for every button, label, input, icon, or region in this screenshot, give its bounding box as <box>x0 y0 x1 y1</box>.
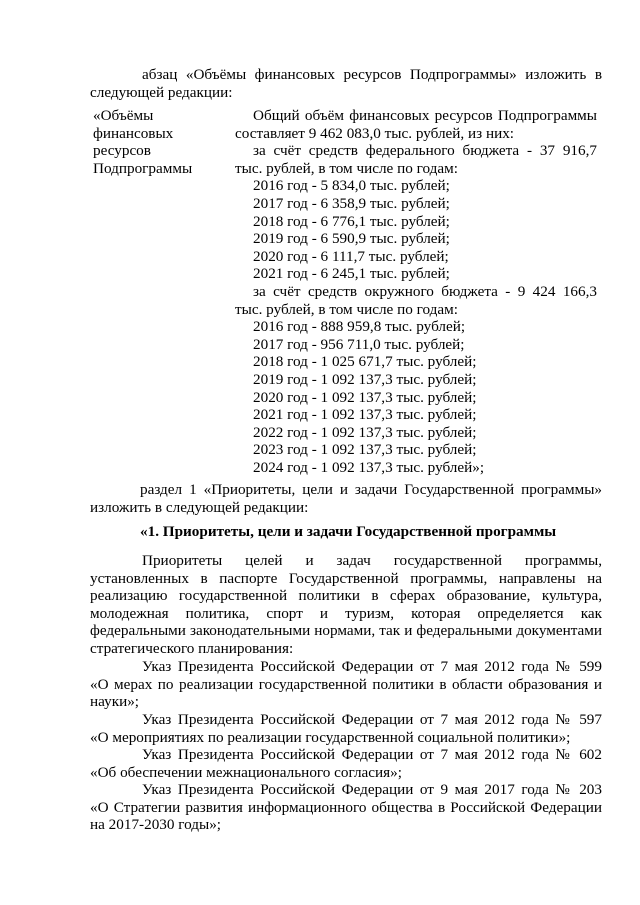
table-right-line: 2019 год - 1 092 137,3 тыс. рублей; <box>253 370 477 388</box>
table-left-line: ресурсов <box>93 142 151 160</box>
table-left-line: финансовых <box>93 124 174 142</box>
paragraph-line: Указ Президента Российской Федерации от 9 мая 2017 года № 203 <box>142 781 602 798</box>
table-right-line: 2022 год - 1 092 137,3 тыс. рублей; <box>253 423 477 441</box>
paragraph-line: «О Стратегии развития информационного общества в Российской Федерации <box>90 798 602 816</box>
paragraph-line: Приоритеты целей и задач государственной программы, <box>142 552 602 569</box>
table-right-line: за счёт средств окружного бюджета - 9 424 166,3 <box>253 282 597 300</box>
intro-paragraph <box>90 66 602 101</box>
paragraph-line: Указ Президента Российской Федерации от 7 мая 2012 года № 599 <box>142 658 602 675</box>
intro-line-2: следующей редакции: <box>90 83 233 101</box>
paragraph-line: Указ Президента Российской Федерации от 7 мая 2012 года № 602 <box>142 746 602 763</box>
section-intro-paragraph <box>90 481 602 516</box>
decree-paragraph <box>90 781 602 834</box>
section-heading: «1. Приоритеты, цели и задачи Государственной программы <box>140 523 557 540</box>
paragraph-line: стратегического планирования: <box>90 639 294 657</box>
section-intro-line-2: изложить в следующей редакции: <box>90 498 309 516</box>
table-right-line: 2019 год - 6 590,9 тыс. рублей; <box>253 230 450 248</box>
paragraph-line: «О мероприятиях по реализации государственной социальной политики»; <box>90 728 571 746</box>
table-left-line: Подпрограммы <box>93 159 193 177</box>
table-right-line: 2017 год - 956 711,0 тыс. рублей; <box>253 335 465 353</box>
decree-paragraph <box>90 746 602 781</box>
table-right-line: тыс. рублей, в том числе по годам: <box>235 159 458 177</box>
table-right-line: 2016 год - 5 834,0 тыс. рублей; <box>253 177 450 195</box>
table-right-line: 2017 год - 6 358,9 тыс. рублей; <box>253 194 450 212</box>
table-right-column <box>235 107 597 476</box>
table-right-line: 2021 год - 6 245,1 тыс. рублей; <box>253 265 450 283</box>
paragraph-line: «О мерах по реализации государственной политики в области образования и <box>90 675 602 693</box>
table-right-line: 2020 год - 1 092 137,3 тыс. рублей; <box>253 388 477 406</box>
table-right-line: 2023 год - 1 092 137,3 тыс. рублей; <box>253 441 477 459</box>
priorities-paragraph <box>90 552 602 658</box>
section-intro-line-1: раздел 1 «Приоритеты, цели и задачи Государственной программы» <box>140 481 602 498</box>
table-right-line: составляет 9 462 083,0 тыс. рублей, из них: <box>235 124 515 142</box>
table-right-line: 2020 год - 6 111,7 тыс. рублей; <box>253 247 449 265</box>
table-right-line: за счёт средств федерального бюджета - 37 916,7 <box>253 142 597 160</box>
decree-paragraph <box>90 658 602 711</box>
decree-paragraph <box>90 711 602 746</box>
table-right-line: 2024 год - 1 092 137,3 тыс. рублей»; <box>253 458 485 476</box>
table-right-line: тыс. рублей, в том числе по годам: <box>235 300 458 318</box>
table-right-line: Общий объём финансовых ресурсов Подпрограммы <box>253 107 597 124</box>
table-left-column <box>93 107 233 177</box>
paragraph-line: науки»; <box>90 693 140 711</box>
paragraph-line: Указ Президента Российской Федерации от 7 мая 2012 года № 597 <box>142 711 602 728</box>
table-right-line: 2016 год - 888 959,8 тыс. рублей; <box>253 318 466 336</box>
paragraph-line: «Об обеспечении межнационального согласия»; <box>90 763 402 781</box>
paragraph-line: реализацию государственной политики в сферах образование, культура, <box>90 587 602 605</box>
table-right-line: 2018 год - 6 776,1 тыс. рублей; <box>253 212 450 230</box>
paragraph-line: федеральными законодательными нормами, так и федеральными документами <box>90 622 602 640</box>
paragraph-line: установленных в паспорте Государственной программы, направлены на <box>90 569 602 587</box>
intro-line-1: абзац «Объёмы финансовых ресурсов Подпрограммы» изложить в <box>142 66 602 83</box>
table-right-line: 2018 год - 1 025 671,7 тыс. рублей; <box>253 353 477 371</box>
table-right-line: 2021 год - 1 092 137,3 тыс. рублей; <box>253 406 477 424</box>
table-left-line: «Объёмы <box>93 107 154 124</box>
paragraph-line: на 2017-2030 годы»; <box>90 816 222 834</box>
paragraph-line: молодежная политика, спорт и туризм, которая определяется как <box>90 604 602 622</box>
